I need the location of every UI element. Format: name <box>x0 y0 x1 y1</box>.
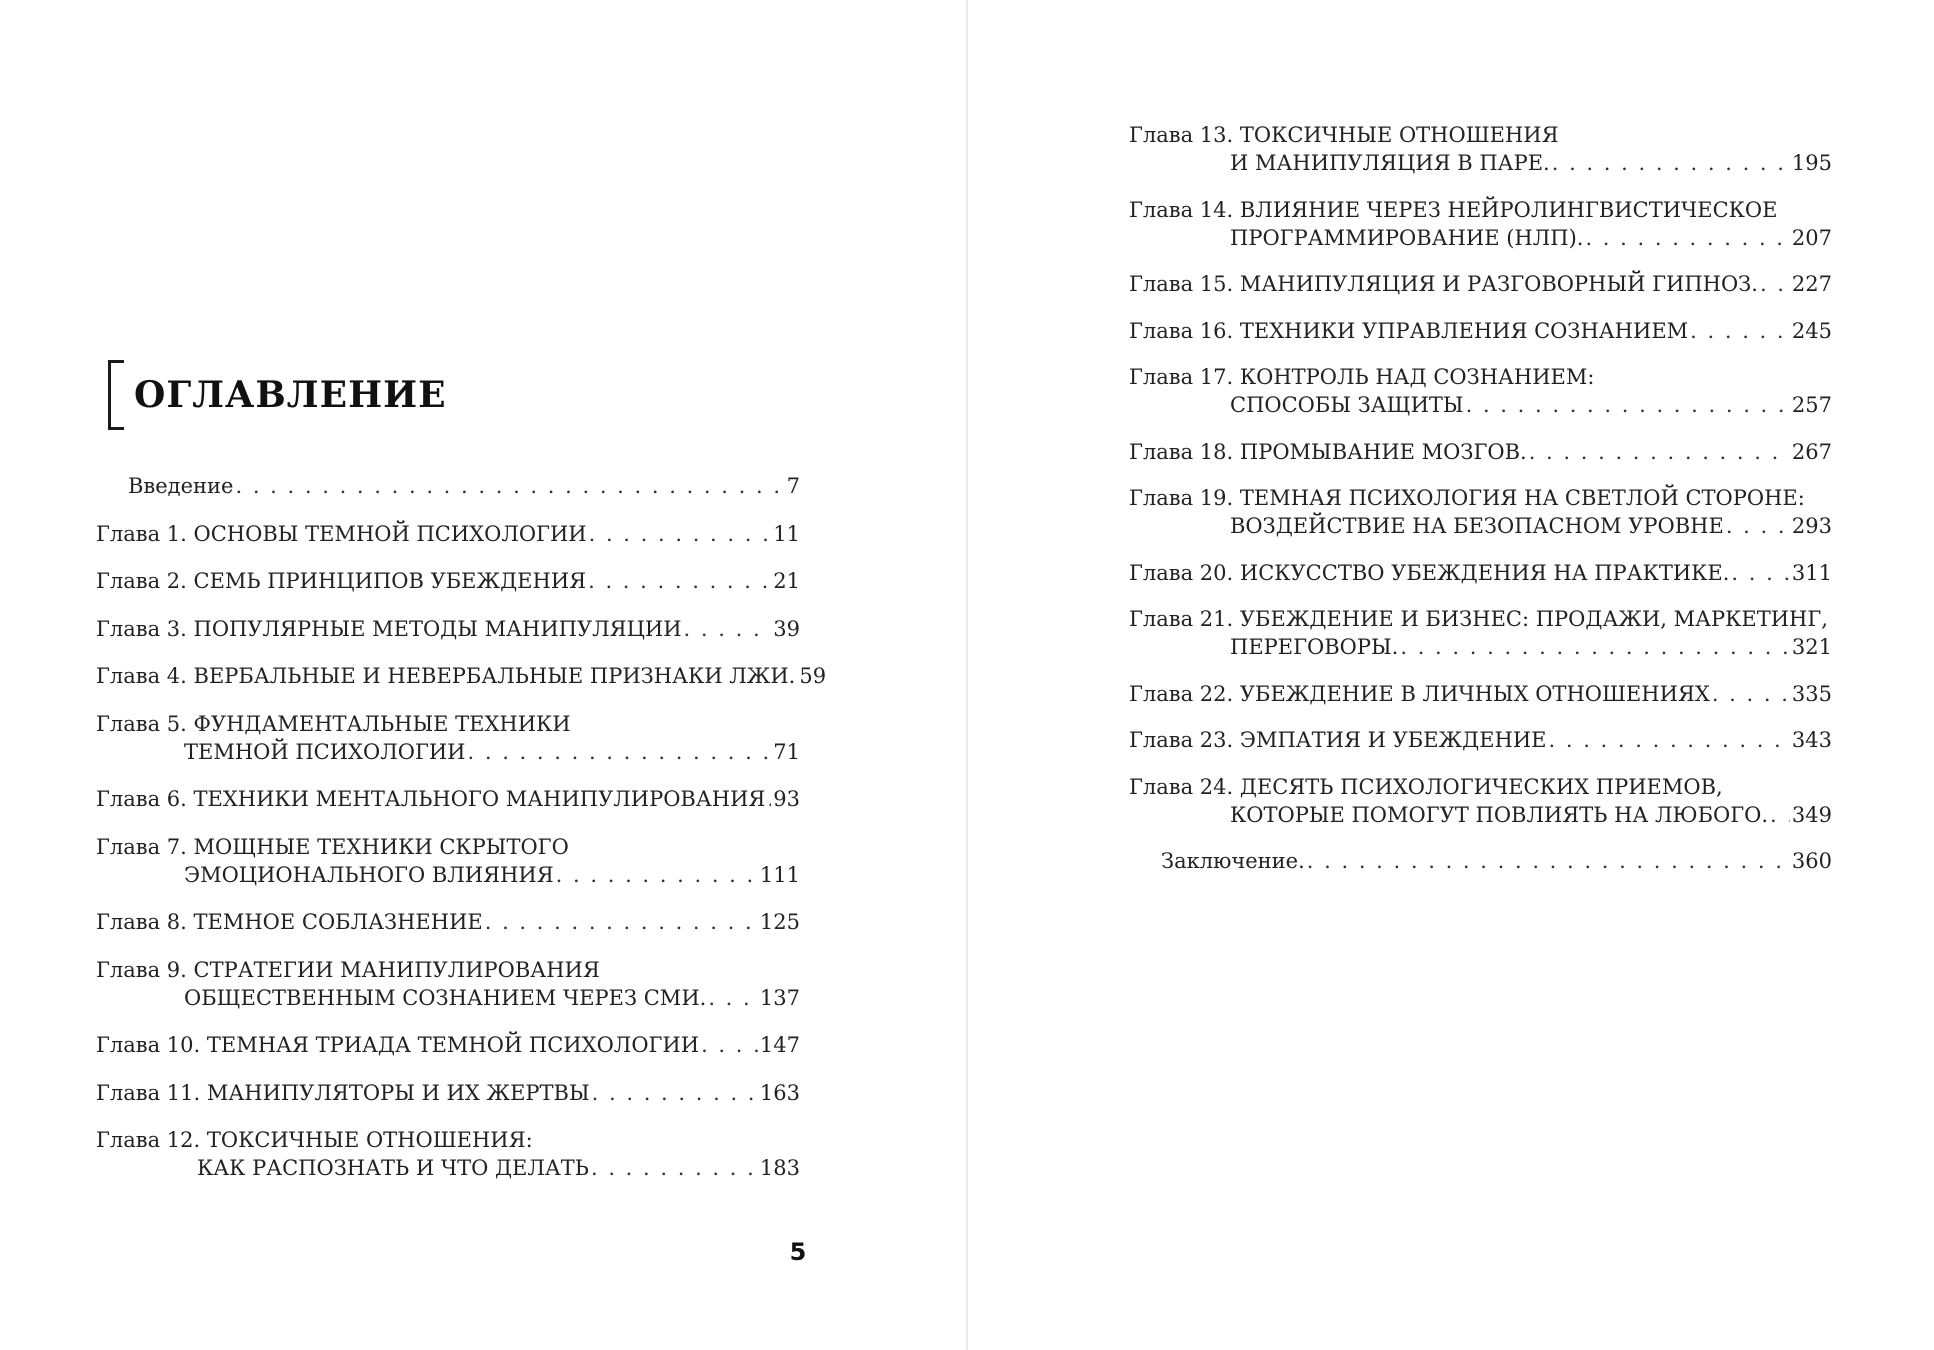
chapter-label: Глава 15. <box>1129 272 1234 296</box>
toc-entry-chapter-3[interactable] <box>96 615 800 643</box>
dot-leader <box>1726 512 1790 540</box>
toc-entry-title: Введение <box>128 474 234 498</box>
chapter-page: 11 <box>773 521 800 546</box>
chapter-label: Глава 17. <box>1129 365 1234 389</box>
dot-leader <box>588 567 771 595</box>
chapter-title-continued: ОБЩЕСТВЕННЫМ СОЗНАНИЕМ ЧЕРЕЗ СМИ. <box>184 985 707 1010</box>
toc-entry-page: 360 <box>1791 849 1832 873</box>
dot-leader <box>1466 391 1790 419</box>
chapter-page: 293 <box>1791 514 1832 538</box>
chapter-title-continued: ПЕРЕГОВОРЫ. <box>1230 635 1399 659</box>
page-number: 5 <box>789 1238 807 1266</box>
chapter-page: 207 <box>1791 225 1832 250</box>
chapter-title: МАНИПУЛЯТОРЫ И ИХ ЖЕРТВЫ <box>206 1080 590 1105</box>
chapter-page: 335 <box>1791 681 1832 706</box>
toc-entry-chapter-6[interactable] <box>96 785 800 813</box>
chapter-page: 195 <box>1791 151 1832 175</box>
page-title: ОГЛАВЛЕНИЕ <box>134 374 447 416</box>
dot-leader <box>589 520 772 548</box>
chapter-title-continued: ТЕМНОЙ ПСИХОЛОГИИ <box>184 739 466 764</box>
chapter-title: ТЕМНАЯ ТРИАДА ТЕМНОЙ ПСИХОЛОГИИ <box>206 1033 700 1057</box>
dot-leader <box>684 615 772 643</box>
chapter-label: Глава 4. <box>96 664 187 688</box>
chapter-page: 39 <box>773 616 800 641</box>
chapter-label: Глава 14. <box>1129 197 1234 222</box>
chapter-page: 125 <box>759 910 800 934</box>
toc-entry-chapter-13[interactable] <box>1129 121 1832 177</box>
chapter-page: 245 <box>1791 318 1832 343</box>
chapter-title: ТОКСИЧНЫЕ ОТНОШЕНИЯ: <box>206 1128 533 1152</box>
dot-leader <box>701 1031 758 1059</box>
toc-entry-chapter-17[interactable] <box>1129 363 1832 419</box>
chapter-title: ВЕРБАЛЬНЫЕ И НЕВЕРБАЛЬНЫЕ ПРИЗНАКИ ЛЖИ. <box>193 664 796 688</box>
chapter-label: Глава 16. <box>1129 318 1234 343</box>
chapter-title: ПРОМЫВАНИЕ МОЗГОВ. <box>1239 439 1527 464</box>
dot-leader <box>1770 801 1790 829</box>
chapter-label: Глава 8. <box>96 910 187 934</box>
toc-entry-chapter-5[interactable] <box>96 710 800 766</box>
toc-entry-chapter-10[interactable] <box>96 1031 800 1059</box>
dot-leader <box>1760 270 1790 298</box>
chapter-title: ТЕМНОЕ СОБЛАЗНЕНИЕ <box>193 910 483 934</box>
chapter-title: СТРАТЕГИИ МАНИПУЛИРОВАНИЯ <box>193 957 600 982</box>
chapter-page: 267 <box>1791 439 1832 464</box>
dot-leader <box>1529 438 1790 466</box>
chapter-title: ЭМПАТИЯ И УБЕЖДЕНИЕ <box>1239 728 1547 752</box>
dot-leader <box>591 1154 758 1182</box>
chapter-label: Глава 11. <box>96 1080 201 1105</box>
toc-entry-intro[interactable] <box>96 472 800 500</box>
dot-leader <box>556 861 758 889</box>
chapter-label: Глава 6. <box>96 787 187 811</box>
chapter-title-continued: ЭМОЦИОНАЛЬНОГО ВЛИЯНИЯ <box>184 862 554 887</box>
dot-leader <box>1712 680 1790 708</box>
dot-leader <box>1690 317 1790 345</box>
toc-entry-chapter-1[interactable] <box>96 520 800 548</box>
dot-leader <box>708 984 758 1012</box>
chapter-label: Глава 3. <box>96 616 187 641</box>
chapter-page: 163 <box>759 1080 800 1105</box>
toc-entry-chapter-14[interactable] <box>1129 196 1832 252</box>
chapter-page: 183 <box>759 1156 800 1180</box>
toc-entry-chapter-21[interactable] <box>1129 605 1832 661</box>
chapter-page: 137 <box>759 985 800 1010</box>
chapter-label: Глава 2. <box>96 569 187 593</box>
chapter-title: ТЕМНАЯ ПСИХОЛОГИЯ НА СВЕТЛОЙ СТОРОНЕ: <box>1239 486 1805 510</box>
toc-entry-chapter-20[interactable] <box>1129 559 1832 587</box>
chapter-label: Глава 12. <box>96 1128 201 1152</box>
toc-entry-chapter-12[interactable] <box>96 1126 800 1182</box>
chapter-title-continued: ПРОГРАММИРОВАНИЕ (НЛП). <box>1230 225 1584 250</box>
bracket-ornament <box>108 360 124 430</box>
toc-entry-chapter-18[interactable] <box>1129 438 1832 466</box>
chapter-title: КОНТРОЛЬ НАД СОЗНАНИЕМ: <box>1239 365 1595 389</box>
chapter-label: Глава 22. <box>1129 681 1234 706</box>
toc-entry-page: 7 <box>786 474 800 498</box>
toc-entry-chapter-8[interactable] <box>96 908 800 936</box>
dot-leader <box>1400 633 1790 661</box>
dot-leader <box>468 738 772 766</box>
dot-leader <box>1549 726 1790 754</box>
toc-list-right <box>1129 121 1832 894</box>
chapter-title-continued: ВОЗДЕЙСТВИЕ НА БЕЗОПАСНОМ УРОВНЕ <box>1230 514 1724 538</box>
toc-entry-conclusion[interactable] <box>1129 847 1832 875</box>
toc-heading <box>108 360 447 430</box>
chapter-title: ИСКУССТВО УБЕЖДЕНИЯ НА ПРАКТИКЕ. <box>1239 560 1730 585</box>
chapter-title: СЕМЬ ПРИНЦИПОВ УБЕЖДЕНИЯ <box>193 569 587 593</box>
left-page <box>0 0 966 1350</box>
toc-entry-chapter-22[interactable] <box>1129 680 1832 708</box>
chapter-title: ВЛИЯНИЕ ЧЕРЕЗ НЕЙРОЛИНГВИСТИЧЕСКОЕ <box>1239 197 1778 222</box>
toc-list-left <box>96 472 827 1202</box>
chapter-label: Глава 23. <box>1129 728 1234 752</box>
chapter-title: ТЕХНИКИ МЕНТАЛЬНОГО МАНИПУЛИРОВАНИЯ <box>193 787 766 811</box>
dot-leader <box>1307 847 1790 875</box>
chapter-page: 21 <box>773 569 800 593</box>
dot-leader <box>1552 149 1790 177</box>
chapter-title: ДЕСЯТЬ ПСИХОЛОГИЧЕСКИХ ПРИЕМОВ, <box>1239 774 1723 799</box>
dot-leader <box>235 472 784 500</box>
chapter-title: УБЕЖДЕНИЕ И БИЗНЕС: ПРОДАЖИ, МАРКЕТИНГ, <box>1239 607 1828 631</box>
chapter-label: Глава 7. <box>96 834 187 859</box>
toc-entry-chapter-4[interactable] <box>96 662 827 690</box>
toc-entry-chapter-7[interactable] <box>96 833 800 889</box>
chapter-label: Глава 19. <box>1129 486 1234 510</box>
dot-leader <box>1731 559 1789 587</box>
chapter-page: 147 <box>759 1033 800 1057</box>
toc-entry-chapter-11[interactable] <box>96 1079 800 1107</box>
chapter-title: ТЕХНИКИ УПРАВЛЕНИЯ СОЗНАНИЕМ <box>1239 318 1689 343</box>
toc-entry-title: Заключение. <box>1161 849 1305 873</box>
chapter-page: 93 <box>773 787 800 811</box>
chapter-page: 349 <box>1791 802 1832 827</box>
chapter-label: Глава 18. <box>1129 439 1234 464</box>
chapter-page: 59 <box>799 664 827 688</box>
toc-entry-chapter-2[interactable] <box>96 567 800 595</box>
chapter-page: 111 <box>759 862 800 887</box>
chapter-title: УБЕЖДЕНИЕ В ЛИЧНЫХ ОТНОШЕНИЯХ <box>1239 681 1710 706</box>
chapter-title: ФУНДАМЕНТАЛЬНЫЕ ТЕХНИКИ <box>193 711 571 736</box>
chapter-title: ПОПУЛЯРНЫЕ МЕТОДЫ МАНИПУЛЯЦИИ <box>193 616 682 641</box>
chapter-title: МАНИПУЛЯЦИЯ И РАЗГОВОРНЫЙ ГИПНОЗ. <box>1239 272 1758 296</box>
chapter-title: МОЩНЫЕ ТЕХНИКИ СКРЫТОГО <box>193 834 569 859</box>
right-page <box>968 0 1934 1350</box>
chapter-label: Глава 1. <box>96 521 187 546</box>
chapter-title: ОСНОВЫ ТЕМНОЙ ПСИХОЛОГИИ <box>193 521 587 546</box>
chapter-label: Глава 10. <box>96 1033 201 1057</box>
chapter-title-continued: КАК РАСПОЗНАТЬ И ЧТО ДЕЛАТЬ <box>197 1156 589 1180</box>
chapter-label: Глава 9. <box>96 957 187 982</box>
chapter-label: Глава 13. <box>1129 123 1234 147</box>
toc-entry-chapter-16[interactable] <box>1129 317 1832 345</box>
toc-entry-chapter-24[interactable] <box>1129 773 1832 829</box>
chapter-label: Глава 5. <box>96 711 187 736</box>
chapter-page: 343 <box>1791 728 1832 752</box>
toc-entry-chapter-15[interactable] <box>1129 270 1832 298</box>
dot-leader <box>485 908 758 936</box>
dot-leader <box>767 785 771 813</box>
chapter-page: 71 <box>773 739 800 764</box>
toc-entry-chapter-19[interactable] <box>1129 484 1832 540</box>
chapter-title-continued: КОТОРЫЕ ПОМОГУТ ПОВЛИЯТЬ НА ЛЮБОГО. <box>1230 802 1769 827</box>
chapter-page: 311 <box>1791 560 1832 585</box>
chapter-label: Глава 20. <box>1129 560 1234 585</box>
chapter-title-continued: СПОСОБЫ ЗАЩИТЫ <box>1230 393 1464 417</box>
chapter-page: 321 <box>1791 635 1832 659</box>
chapter-label: Глава 24. <box>1129 774 1234 799</box>
toc-entry-chapter-23[interactable] <box>1129 726 1832 754</box>
chapter-page: 227 <box>1791 272 1832 296</box>
chapter-label: Глава 21. <box>1129 607 1234 631</box>
chapter-page: 257 <box>1791 393 1832 417</box>
chapter-title: ТОКСИЧНЫЕ ОТНОШЕНИЯ <box>1239 123 1559 147</box>
dot-leader <box>592 1079 758 1107</box>
chapter-title-continued: И МАНИПУЛЯЦИЯ В ПАРЕ. <box>1230 151 1550 175</box>
toc-entry-chapter-9[interactable] <box>96 956 800 1012</box>
dot-leader <box>1585 224 1789 252</box>
